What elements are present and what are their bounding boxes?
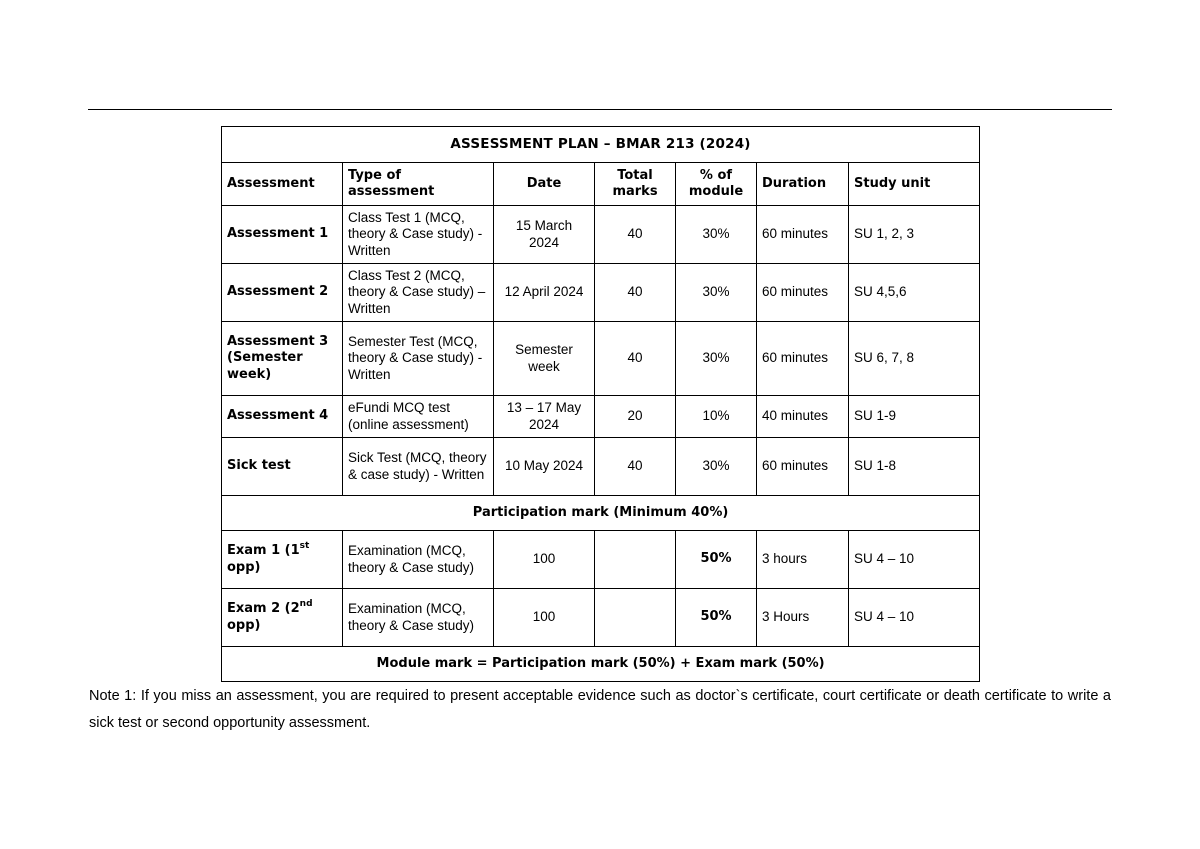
exam-label-sup: st: [299, 540, 310, 551]
assessment-plan-table: [221, 126, 980, 682]
cell-percent: 50%: [676, 531, 757, 589]
cell-type: Class Test 1 (MCQ, theory & Case study) - Written: [343, 206, 494, 264]
cell-percent: 30%: [676, 322, 757, 396]
exam-label-pre: Exam 2 (2: [227, 601, 300, 616]
cell-assessment: [222, 589, 343, 647]
cell-assessment: Assessment 1: [222, 206, 343, 264]
cell-assessment: Assessment 3 (Semester week): [222, 322, 343, 396]
cell-unit: SU 1, 2, 3: [849, 206, 980, 264]
cell-type: Class Test 2 (MCQ, theory & Case study) – Written: [343, 264, 494, 322]
header-study-unit: Study unit: [849, 163, 980, 206]
cell-duration: 60 minutes: [757, 206, 849, 264]
exam-row: [222, 589, 980, 647]
header-percent-module: % of module: [676, 163, 757, 206]
module-band-row: [222, 647, 980, 682]
table-row: [222, 264, 980, 322]
header-type: Type of assessment: [343, 163, 494, 206]
cell-date: 12 April 2024: [494, 264, 595, 322]
cell-assessment: Assessment 2: [222, 264, 343, 322]
cell-duration: 3 Hours: [757, 589, 849, 647]
cell-unit: SU 4 – 10: [849, 589, 980, 647]
cell-percent: 30%: [676, 438, 757, 496]
cell-duration: 60 minutes: [757, 264, 849, 322]
header-date: Date: [494, 163, 595, 206]
cell-duration: 40 minutes: [757, 396, 849, 438]
cell-duration: 60 minutes: [757, 438, 849, 496]
table-row: [222, 438, 980, 496]
participation-band: Participation mark (Minimum 40%): [222, 496, 980, 531]
cell-type: Examination (MCQ, theory & Case study): [343, 589, 494, 647]
module-band: Module mark = Participation mark (50%) + Exam mark (50%): [222, 647, 980, 682]
cell-marks: 100: [494, 589, 595, 647]
cell-type: Sick Test (MCQ, theory & case study) - Written: [343, 438, 494, 496]
cell-unit: SU 6, 7, 8: [849, 322, 980, 396]
header-duration: Duration: [757, 163, 849, 206]
cell-assessment: Sick test: [222, 438, 343, 496]
cell-date: [595, 589, 676, 647]
participation-band-row: [222, 496, 980, 531]
cell-unit: SU 4,5,6: [849, 264, 980, 322]
exam-label-pre: Exam 1 (1: [227, 543, 300, 558]
exam-label-sup: nd: [299, 598, 313, 609]
cell-marks: 20: [595, 396, 676, 438]
table-row: [222, 396, 980, 438]
exam-row: [222, 531, 980, 589]
cell-type: Semester Test (MCQ, theory & Case study) -Written: [343, 322, 494, 396]
cell-marks: 40: [595, 322, 676, 396]
cell-percent: 50%: [676, 589, 757, 647]
table-row: [222, 206, 980, 264]
header-total-marks: Total marks: [595, 163, 676, 206]
cell-marks: 40: [595, 264, 676, 322]
cell-assessment: [222, 531, 343, 589]
cell-date: 10 May 2024: [494, 438, 595, 496]
cell-date: 15 March 2024: [494, 206, 595, 264]
cell-date: 13 – 17 May 2024: [494, 396, 595, 438]
cell-unit: SU 1-9: [849, 396, 980, 438]
cell-date: Semester week: [494, 322, 595, 396]
cell-percent: 30%: [676, 264, 757, 322]
cell-type: eFundi MCQ test (online assessment): [343, 396, 494, 438]
table-header-row: [222, 163, 980, 206]
cell-marks: 100: [494, 531, 595, 589]
exam-label-post: opp): [227, 617, 261, 633]
header-assessment: Assessment: [222, 163, 343, 206]
cell-duration: 3 hours: [757, 531, 849, 589]
table-title: ASSESSMENT PLAN – BMAR 213 (2024): [222, 127, 980, 163]
cell-unit: SU 1-8: [849, 438, 980, 496]
header-rule: [88, 109, 1112, 110]
cell-percent: 10%: [676, 396, 757, 438]
cell-unit: SU 4 – 10: [849, 531, 980, 589]
table-row: [222, 322, 980, 396]
cell-date: [595, 531, 676, 589]
table-title-row: [222, 127, 980, 163]
cell-type: Examination (MCQ, theory & Case study): [343, 531, 494, 589]
cell-assessment: Assessment 4: [222, 396, 343, 438]
cell-marks: 40: [595, 438, 676, 496]
cell-duration: 60 minutes: [757, 322, 849, 396]
cell-marks: 40: [595, 206, 676, 264]
note-paragraph: Note 1: If you miss an assessment, you are required to present acceptable evidence such as doctor`s certificate, court certificate or death certificate to write a sick test or second opportunity assessment.: [89, 688, 1111, 731]
cell-percent: 30%: [676, 206, 757, 264]
exam-label-post: opp): [227, 559, 261, 575]
